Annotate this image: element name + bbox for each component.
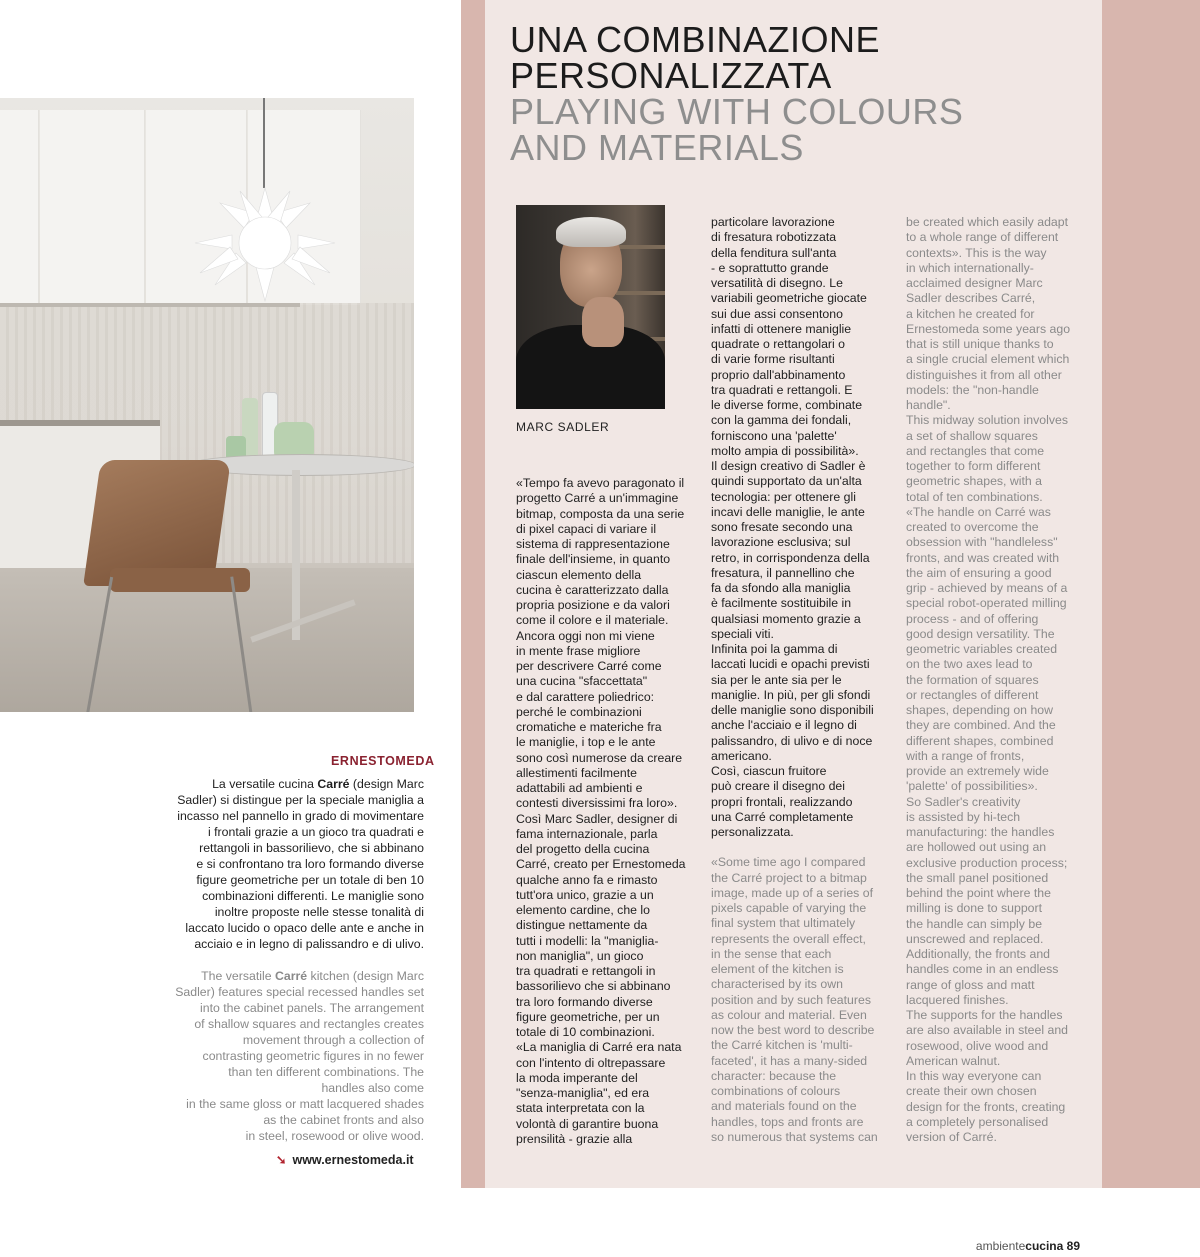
headline-english-line2: AND MATERIALS (510, 127, 804, 168)
caption-text: The versatile (201, 969, 275, 983)
brand-name: ERNESTOMEDA (331, 754, 435, 768)
website-link[interactable] (276, 1152, 414, 1167)
caption-text: kitchen (design Marc Sadler) features special recessed handles set into the cabinet panels. The arrangement of shallow squares and rectangles creates movement through a collection of contrasting geometric figures in no fewer than ten different combinations. The handles also come in the same gloss or matt lacquered shades as the cabinet fronts and also in steel, rosewood or olive wood. (175, 969, 424, 1143)
article-column-3 (906, 215, 1096, 1145)
lamp-cord (263, 98, 265, 188)
product-name: Carré (317, 777, 350, 791)
portrait-hair (556, 217, 626, 247)
caption-english (164, 968, 424, 1144)
caption-text: La versatile cucina (212, 777, 318, 791)
page-number: 89 (1066, 1239, 1080, 1253)
headline-english-line1: PLAYING WITH COLOURS (510, 91, 964, 132)
table-leg (292, 470, 300, 640)
caption-italian (164, 776, 424, 952)
kitchen-photo (0, 98, 414, 712)
portrait-photo (516, 205, 665, 409)
headline-italian-line2: PERSONALIZZATA (510, 55, 832, 96)
magazine-name-suffix: cucina (1025, 1239, 1064, 1253)
bookshelf (616, 291, 665, 295)
body-text-italian: particolare lavorazione di fresatura robotizzata della fenditura sull'anta - e soprattutto grande versatilità di disegno. Le variabili geometriche giocate sui due assi consentono infatti di ottenere maniglie quadrate o rettangolari o di varie forme risultanti proprio dall'abbinamento tra quadrati e rettangoli. E le diverse forme, combinate con la gamma dei fondali, forniscono una 'palette' molto ampia di possibilità». Il design creativo di Sadler è quindi supportato da un'alta tecnologia: per ottenere gli incavi delle maniglie, le ante sono fresate secondo una lavorazione esclusiva; sul retro, in corrispondenza della fresatura, il pannellino che fa da sfondo alla maniglia è facilmente sostituibile in qualsiasi momento grazie a speciali viti. Infinita poi la gamma di laccati lucidi e opachi previsti sia per le ante sia per le maniglie. In più, per gli sfondi delle maniglie sono disponibili anche l'acciaio e il legno di palissandro, di ulivo e di noce americano. Così, ciascun fruitore può creare il disegno dei propri frontali, realizzando una Carré completamente personalizzata. (711, 215, 874, 839)
pendant-lamp (190, 183, 340, 303)
headline (510, 19, 964, 168)
portrait-caption: MARC SADLER (516, 420, 610, 434)
bookshelf (616, 245, 665, 249)
chair-seat (110, 568, 250, 592)
arrow-icon: ➘ (276, 1153, 287, 1167)
body-text-italian: «Tempo fa avevo paragonato il progetto Carré a un'immagine bitmap, composta da una serie di pixel capaci di variare il sistema di rappresentazione finale dell'insieme, in quanto ciascun elemento della cucina è caratterizzato dalla propria posizione e da valori come il colore e il materiale. Ancora oggi non mi viene in mente frase migliore per descrivere Carré come una cucina "sfaccettata" e dal carattere poliedrico: perché le combinazioni cromatiche e materiche fra le maniglie, i top e le ante sono così numerose da creare allestimenti facilmente adattabili ad ambienti e contesti diversissimi fra loro». Così Marc Sadler, designer di fama internazionale, parla del progetto della cucina Carré, creato per Ernestomeda qualche anno fa e rimasto tutt'ora unico, grazie a un elemento cardine, che lo distingue nettamente da tutti i modelli: la "maniglia- non maniglia", un gioco tra quadrati e rettangoli in bassorilievo che si abbinano tra loro formando diverse figure geometriche, per un totale di 10 combinazioni. «La maniglia di Carré era nata con l'intento di oltrepassare la moda imperante del "senza-maniglia", ed era stata interpretata con la volontà di garantire buona prensilità - grazie alla (516, 476, 686, 1146)
portrait-hand (582, 297, 624, 347)
article-column-2 (711, 215, 896, 1145)
article-column-1 (516, 476, 696, 1147)
caption-text: (design Marc Sadler) si distingue per la speciale maniglia a incasso nel pannello in grado di movimentare i frontali grazie a un gioco tra quadrati e rettangoli in bassorilievo, che si abbinano e si confrontano tra loro formando diverse figure geometriche per un totale di ben 10 combinazioni differenti. Le maniglie sono inoltre proposte nelle stesse tonalità di laccato lucido o opaco delle ante e anche in acciaio e in legno di palissandro e di ulivo. (177, 777, 424, 951)
website-url: www.ernestomeda.it (292, 1153, 414, 1167)
cabinet-edge (0, 303, 300, 307)
magazine-name-prefix: ambiente (975, 1239, 1026, 1253)
wall-cabinet (40, 110, 145, 305)
wall-cabinet (0, 110, 39, 305)
body-text-english: «Some time ago I compared the Carré project to a bitmap image, made up of a series of pixels capable of varying the final system that ultimately represents the overall effect, in the sense that each element of the kitchen is characterised by its own position and by such features as colour and material. Even now the best word to describe the Carré kitchen is 'multi- faceted', it has a many-sided character: because the combinations of colours and materials found on the handles, tops and fronts are so numerous that systems can (711, 855, 878, 1144)
product-name: Carré (274, 969, 308, 983)
headline-italian-line1: UNA COMBINAZIONE (510, 19, 881, 60)
body-text-english: be created which easily adapt to a whole range of different contexts». This is the way in which internationally- acclaimed designer Marc Sadler describes Carré, a kitchen he created for Ernestomeda some years ago that is still unique thanks to a single crucial element which distinguishes it from all other models: the "non-handle handle". This midway solution involves a set of shallow squares and rectangles that come together to form different geometric shapes, with a total of ten combinations. «The handle on Carré was created to overcome the obsession with "handleless" fronts, and was created with the aim of ensuring a good grip - achieved by means of a special robot-operated milling process - and of offering good design versatility. The geometric variables created on the two axes lead to the formation of squares or rectangles of different shapes, depending on how they are combined. And the different shapes, combined with a range of fronts, provide an extremely wide 'palette' of possibilities». So Sadler's creativity is assisted by hi-tech manufacturing: the handles are hollowed out using an exclusive production process; the small panel positioned behind the point where the milling is done to support the handle can simply be unscrewed and replaced. Additionally, the fronts and handles come in an endless range of gloss and matt lacquered finishes. The supports for the handles are also available in steel and rosewood, olive wood and American walnut. In this way everyone can create their own chosen design for the fronts, creating a completely personalised version of Carré. (906, 215, 1071, 1144)
page-footer (976, 1239, 1080, 1253)
